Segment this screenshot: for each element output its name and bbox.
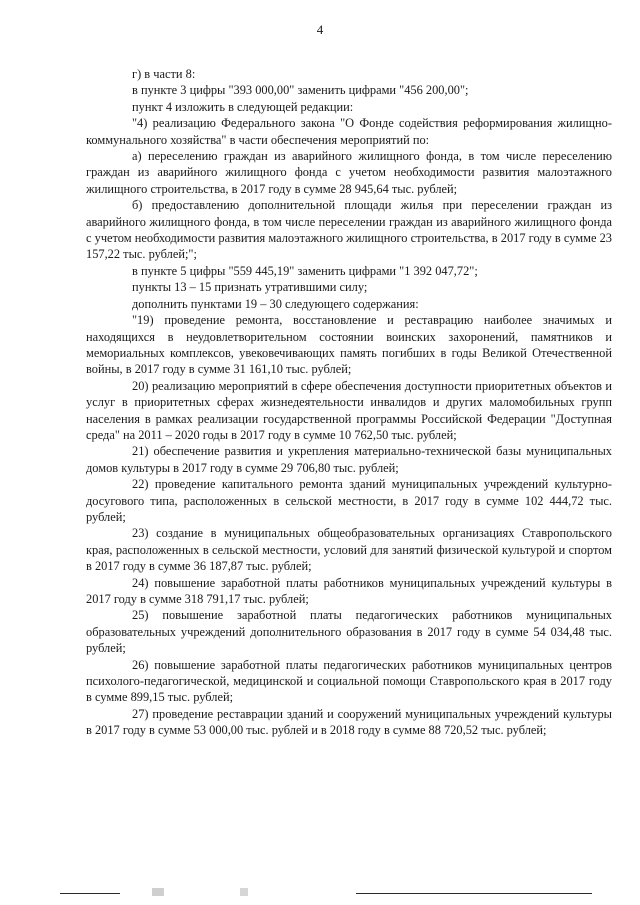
paragraph: 26) повышение заработной платы педагогических работников муниципальных центров психолого-педагогической, медицинской и социальной помощи Ставропольского края в 2017 году в сумме 899,15 тыс. рублей; [86, 657, 612, 705]
paragraph: 21) обеспечение развития и укрепления материально-технической базы муниципальных домов культуры в 2017 году в сумме 29 706,80 тыс. рублей; [86, 444, 612, 475]
document-body [86, 66, 612, 739]
paragraph: пункты 13 – 15 признать утратившими силу; [132, 280, 368, 295]
paragraph: "4) реализацию Федерального закона "О Фонде содействия реформирования жилищно-коммунального хозяйства" в части обеспечения мероприятий по: [86, 116, 612, 147]
paragraph: 20) реализацию мероприятий в сфере обеспечения доступности приоритетных объектов и услуг в приоритетных сферах жизнедеятельности инвалидов и других маломобильных групп населения в рамках реализации государственной программы Российской Федерации "Доступная среда" на 2011 – 2020 годы в 2017 году в сумме 10 762,50 тыс. рублей; [86, 378, 612, 442]
paragraph: 25) повышение заработной платы педагогических работников муниципальных образовательных учреждений дополнительного образования в 2017 году в сумме 54 034,48 тыс. рублей; [86, 608, 612, 656]
paragraph: 22) проведение капитального ремонта зданий муниципальных учреждений культурно-досугового типа, расположенных в сельской местности, в 2017 году в сумме 102 444,72 тыс. рублей; [86, 477, 612, 524]
paragraph: 24) повышение заработной платы работников муниципальных учреждений культуры в 2017 году в сумме 318 791,17 тыс. рублей; [86, 575, 612, 606]
paragraph: пункт 4 изложить в следующей редакции: [132, 99, 354, 114]
footer-rule-left [60, 893, 120, 894]
paragraph: а) переселению граждан из аварийного жилищного фонда, в том числе переселению граждан из аварийного жилищного фонда с учетом необходимости развития малоэтажного жилищного строительства, в 2017 году в сумме 28 945,64 тыс. рублей; [86, 149, 612, 196]
page-number: 4 [316, 22, 324, 37]
paragraph: 27) проведение реставрации зданий и сооружений муниципальных учреждений культуры в 2017 году в сумме 53 000,00 тыс. рублей и в 2018 году в сумме 88 720,52 тыс. рублей; [86, 706, 612, 738]
paragraph: б) предоставлению дополнительной площади жилья при переселении граждан из аварийного жилищного фонда, в том числе переселении граждан из аварийного жилищного фонда с учетом необходимости развития малоэтажного жилищного строительства, в 2017 году в сумме 23 157,22 тыс. рублей;"; [86, 198, 612, 262]
paragraph: в пункте 5 цифры "559 445,19" заменить цифрами "1 392 047,72"; [132, 263, 478, 278]
paragraph: дополнить пунктами 19 – 30 следующего содержания: [132, 296, 419, 311]
footer-rule-right [356, 893, 592, 894]
paragraph: 23) создание в муниципальных общеобразовательных организациях Ставропольского края, расположенных в сельской местности, условий для занятий физической культурой и спортом в 2017 году в сумме 36 187,87 тыс. рублей; [86, 526, 612, 574]
paragraph: г) в части 8: [132, 67, 196, 81]
footer-scan-artifact [136, 888, 336, 896]
paragraph: "19) проведение ремонта, восстановление и реставрацию наиболее значимых и находящихся в неудовлетворительном состоянии воинских захоронений, памятников и мемориальных комплексов, увековечивающих память погибших в годы Великой Отечественной войны, в 2017 году в сумме 31 161,10 тыс. рублей; [86, 313, 612, 377]
paragraph: в пункте 3 цифры "393 000,00" заменить цифрами "456 200,00"; [132, 83, 469, 98]
